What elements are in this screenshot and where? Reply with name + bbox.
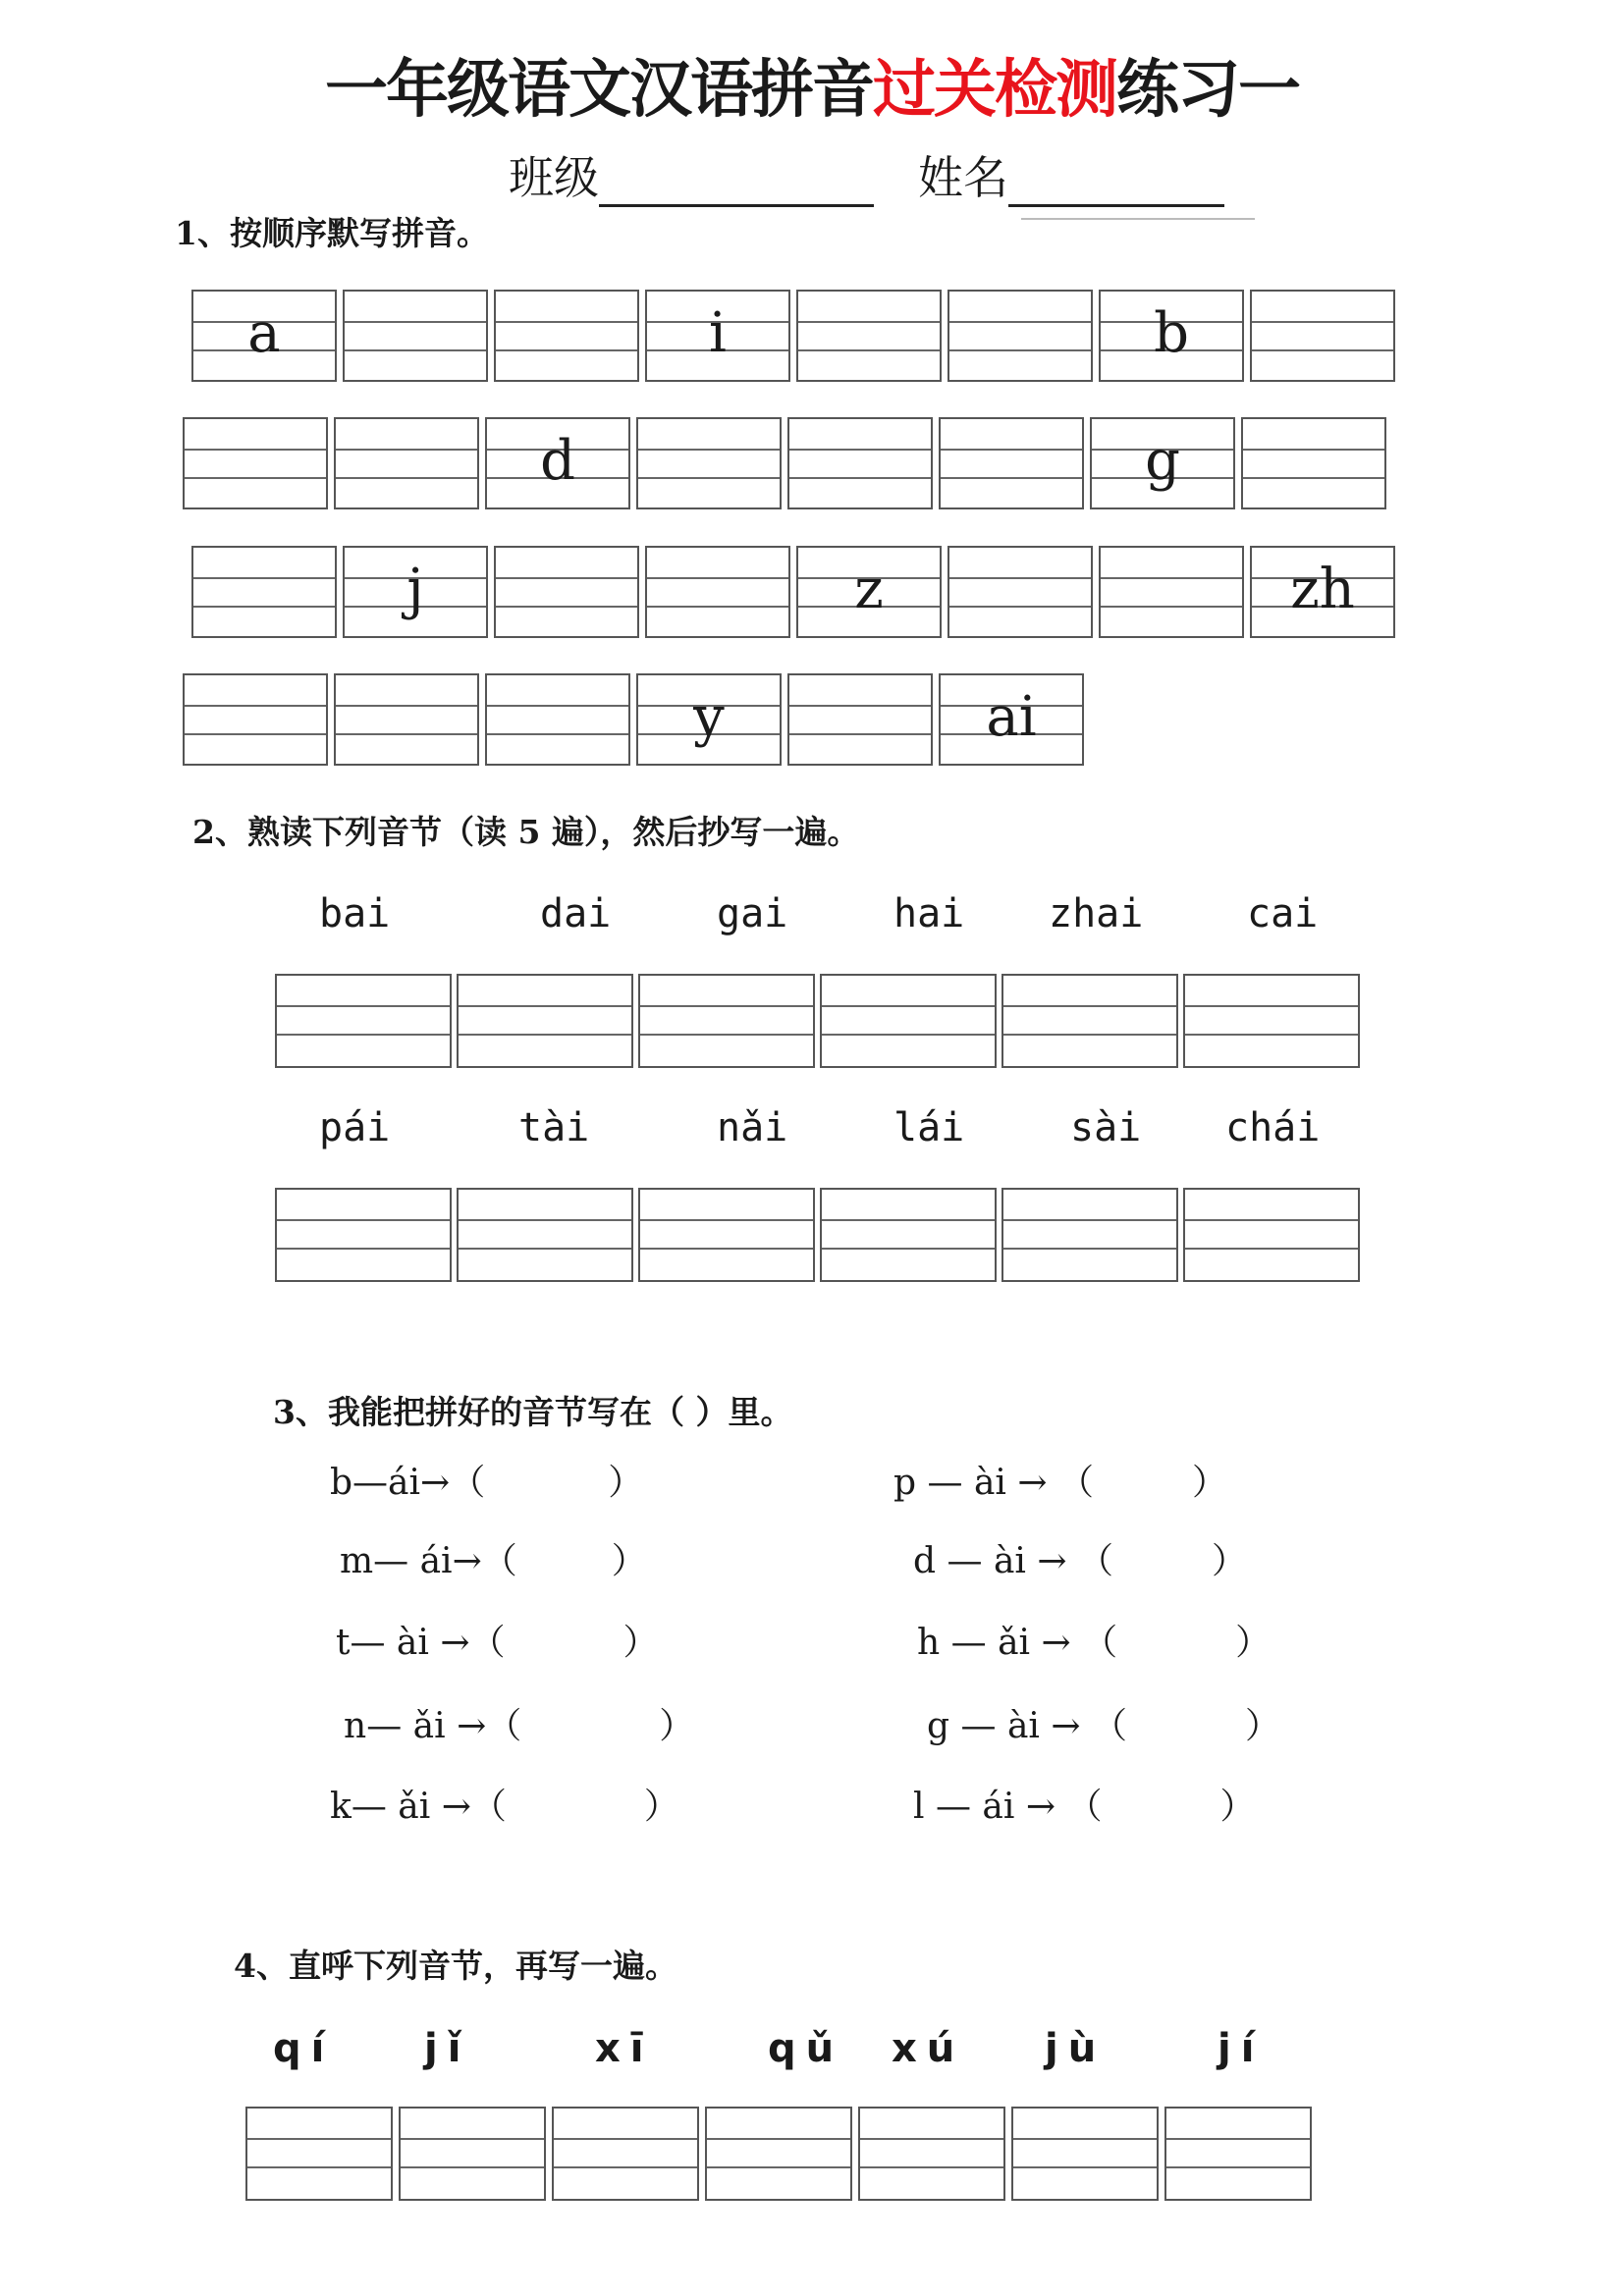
final: ài [973, 1463, 1006, 1503]
pinyin-letter: j [406, 558, 424, 621]
syllable: hai [893, 891, 965, 936]
syllable: jí [1218, 2026, 1265, 2071]
writing-cell[interactable] [343, 546, 488, 638]
spelling-exercise [340, 1533, 647, 1583]
pinyin-letter: ai [986, 685, 1037, 749]
close-paren: ） [1235, 1623, 1272, 1663]
writing-cell[interactable] [191, 546, 337, 638]
writing-cell[interactable] [645, 546, 790, 638]
title-part3: 练习一 [1116, 54, 1299, 127]
spelling-exercise [913, 1533, 1247, 1583]
syllable: sài [1070, 1105, 1142, 1150]
q4-heading: 4、直呼下列音节，再写一遍。 [234, 1947, 677, 1985]
arrow-icon: → [452, 1541, 482, 1581]
open-paren: （ [481, 1541, 517, 1581]
syllable: dai [540, 891, 612, 936]
syllable: jǐ [424, 2026, 471, 2071]
writing-cell[interactable] [183, 673, 328, 766]
close-paren: ） [1212, 1541, 1248, 1581]
pinyin-letter: z [854, 558, 884, 621]
arrow-icon: → [1025, 1787, 1056, 1827]
final: ǎi [398, 1787, 431, 1827]
dash: — [373, 1541, 409, 1581]
close-paren: ） [643, 1787, 679, 1827]
open-paren: （ [470, 1787, 507, 1827]
writing-cell[interactable] [1090, 417, 1235, 509]
dash: — [960, 1706, 997, 1746]
open-paren: （ [486, 1706, 522, 1746]
writing-cell[interactable] [705, 2107, 852, 2201]
class-line [509, 142, 874, 207]
writing-cell[interactable] [191, 290, 337, 382]
dash: — [351, 1787, 387, 1827]
writing-cell[interactable] [343, 290, 488, 382]
final: ài [1006, 1706, 1040, 1746]
initial: d [913, 1541, 937, 1581]
q1-grid-row-4 [183, 673, 1084, 766]
pinyin-letter: g [1145, 429, 1180, 493]
writing-cell[interactable] [796, 546, 942, 638]
writing-cell[interactable] [1183, 1188, 1360, 1282]
dash: — [352, 1463, 389, 1503]
class-field[interactable] [599, 157, 874, 207]
initial: b [330, 1463, 353, 1503]
initial: g [927, 1706, 950, 1746]
writing-cell[interactable] [939, 417, 1084, 509]
pinyin-letter: i [709, 301, 727, 365]
spelling-exercise [330, 1455, 643, 1505]
writing-cell[interactable] [457, 974, 633, 1068]
writing-cell[interactable] [399, 2107, 546, 2201]
name-line [918, 142, 1224, 207]
writing-cell[interactable] [275, 974, 452, 1068]
pinyin-letter: y [693, 685, 725, 749]
writing-cell[interactable] [1183, 974, 1360, 1068]
writing-cell[interactable] [275, 1188, 452, 1282]
syllable: qí [273, 2026, 335, 2071]
spelling-exercise [330, 1779, 679, 1829]
q1-heading: 1、按顺序默写拼音。 [175, 214, 489, 252]
open-paren: （ [1058, 1463, 1095, 1503]
close-paren: ） [659, 1706, 695, 1746]
arrow-icon: → [1037, 1541, 1067, 1581]
syllable: cai [1247, 891, 1319, 936]
writing-cell[interactable] [1011, 2107, 1159, 2201]
arrow-icon: → [1017, 1463, 1048, 1503]
spelling-exercise [913, 1779, 1256, 1829]
spelling-exercise [927, 1698, 1280, 1748]
title-part1: 一年级语文汉语拼音 [325, 54, 873, 127]
writing-cell[interactable] [645, 290, 790, 382]
open-paren: （ [469, 1623, 506, 1663]
open-paren: （ [1092, 1706, 1128, 1746]
writing-cell[interactable] [858, 2107, 1005, 2201]
writing-cell[interactable] [494, 290, 639, 382]
arrow-icon: → [1041, 1623, 1071, 1663]
dash: — [927, 1463, 963, 1503]
syllable: qǔ [768, 2026, 844, 2071]
name-label: 姓名 [918, 151, 1008, 204]
q1-grid-row-2 [183, 417, 1386, 509]
arrow-icon: → [1051, 1706, 1081, 1746]
writing-cell[interactable] [638, 974, 815, 1068]
final: ǎi [412, 1706, 446, 1746]
final: ài [993, 1541, 1026, 1581]
close-paren: ） [611, 1541, 647, 1581]
pinyin-letter: b [1154, 301, 1189, 365]
dash: — [950, 1623, 987, 1663]
writing-cell[interactable] [1241, 417, 1386, 509]
writing-cell[interactable] [1164, 2107, 1312, 2201]
title-highlight: 过关检测 [873, 54, 1116, 127]
writing-cell[interactable] [939, 673, 1084, 766]
syllable: nǎi [717, 1105, 788, 1150]
close-paren: ） [1245, 1706, 1281, 1746]
close-paren: ） [623, 1623, 659, 1663]
initial: m [340, 1541, 374, 1581]
syllable: lái [893, 1105, 965, 1150]
initial: p [893, 1463, 917, 1503]
writing-cell[interactable] [787, 417, 933, 509]
writing-cell[interactable] [947, 546, 1093, 638]
writing-cell[interactable] [820, 974, 997, 1068]
open-paren: （ [1078, 1541, 1114, 1581]
writing-cell[interactable] [636, 673, 782, 766]
dash: — [947, 1541, 983, 1581]
q3-heading: 3、我能把拼好的音节写在（ ）里。 [273, 1393, 793, 1431]
writing-cell[interactable] [1250, 546, 1395, 638]
writing-cell[interactable] [334, 673, 479, 766]
q2-grid-row-1 [275, 974, 1365, 1068]
initial: l [913, 1787, 925, 1827]
syllable: tài [518, 1105, 590, 1150]
page-title [0, 39, 1624, 130]
divider [1021, 218, 1255, 220]
initial: h [917, 1623, 941, 1663]
writing-cell[interactable] [1001, 974, 1178, 1068]
pinyin-letter: d [540, 429, 575, 493]
writing-cell[interactable] [485, 417, 630, 509]
writing-cell[interactable] [494, 546, 639, 638]
final: ái [982, 1787, 1015, 1827]
spelling-exercise [917, 1615, 1271, 1665]
syllable: jù [1045, 2026, 1107, 2071]
spelling-exercise [344, 1698, 694, 1748]
arrow-icon: → [441, 1787, 471, 1827]
q2-grid-row-2 [275, 1188, 1365, 1282]
spelling-exercise [893, 1455, 1227, 1505]
final: ǎi [998, 1623, 1031, 1663]
writing-cell[interactable] [796, 290, 942, 382]
writing-cell[interactable] [245, 2107, 393, 2201]
q1-grid-row-3 [191, 546, 1395, 638]
syllable: gai [717, 891, 788, 936]
writing-cell[interactable] [457, 1188, 633, 1282]
q4-grid-row [245, 2107, 1312, 2201]
class-label: 班级 [509, 151, 599, 204]
pinyin-letter: zh [1290, 558, 1355, 621]
writing-cell[interactable] [1099, 290, 1244, 382]
q2-heading: 2、熟读下列音节（读 5 遍），然后抄写一遍。 [192, 813, 860, 851]
writing-cell[interactable] [947, 290, 1093, 382]
name-field[interactable] [1008, 157, 1224, 207]
syllable: xú [892, 2026, 965, 2071]
writing-cell[interactable] [1099, 546, 1244, 638]
writing-cell[interactable] [334, 417, 479, 509]
writing-cell[interactable] [820, 1188, 997, 1282]
writing-cell[interactable] [636, 417, 782, 509]
arrow-icon: → [440, 1623, 470, 1663]
open-paren: （ [450, 1463, 486, 1503]
writing-cell[interactable] [183, 417, 328, 509]
writing-cell[interactable] [485, 673, 630, 766]
writing-cell[interactable] [552, 2107, 699, 2201]
syllable: chái [1225, 1105, 1321, 1150]
close-paren: ） [1192, 1463, 1228, 1503]
syllable: zhai [1049, 891, 1144, 936]
arrow-icon: → [457, 1706, 487, 1746]
writing-cell[interactable] [1250, 290, 1395, 382]
initial: k [330, 1787, 352, 1827]
writing-cell[interactable] [638, 1188, 815, 1282]
final: ài [396, 1623, 429, 1663]
syllable: xī [595, 2026, 654, 2071]
syllable: pái [319, 1105, 391, 1150]
writing-cell[interactable] [787, 673, 933, 766]
initial: t [336, 1623, 351, 1663]
final: ái [388, 1463, 421, 1503]
close-paren: ） [608, 1463, 644, 1503]
dash: — [366, 1706, 403, 1746]
dash: — [935, 1787, 971, 1827]
arrow-icon: → [420, 1463, 451, 1503]
dash: — [350, 1623, 386, 1663]
pinyin-letter: a [247, 301, 281, 365]
open-paren: （ [1082, 1623, 1118, 1663]
spelling-exercise [336, 1615, 659, 1665]
syllable: bai [319, 891, 391, 936]
close-paren: ） [1219, 1787, 1256, 1827]
open-paren: （ [1066, 1787, 1103, 1827]
writing-cell[interactable] [1001, 1188, 1178, 1282]
initial: n [344, 1706, 367, 1746]
q1-grid-row-1 [191, 290, 1395, 382]
final: ái [419, 1541, 453, 1581]
